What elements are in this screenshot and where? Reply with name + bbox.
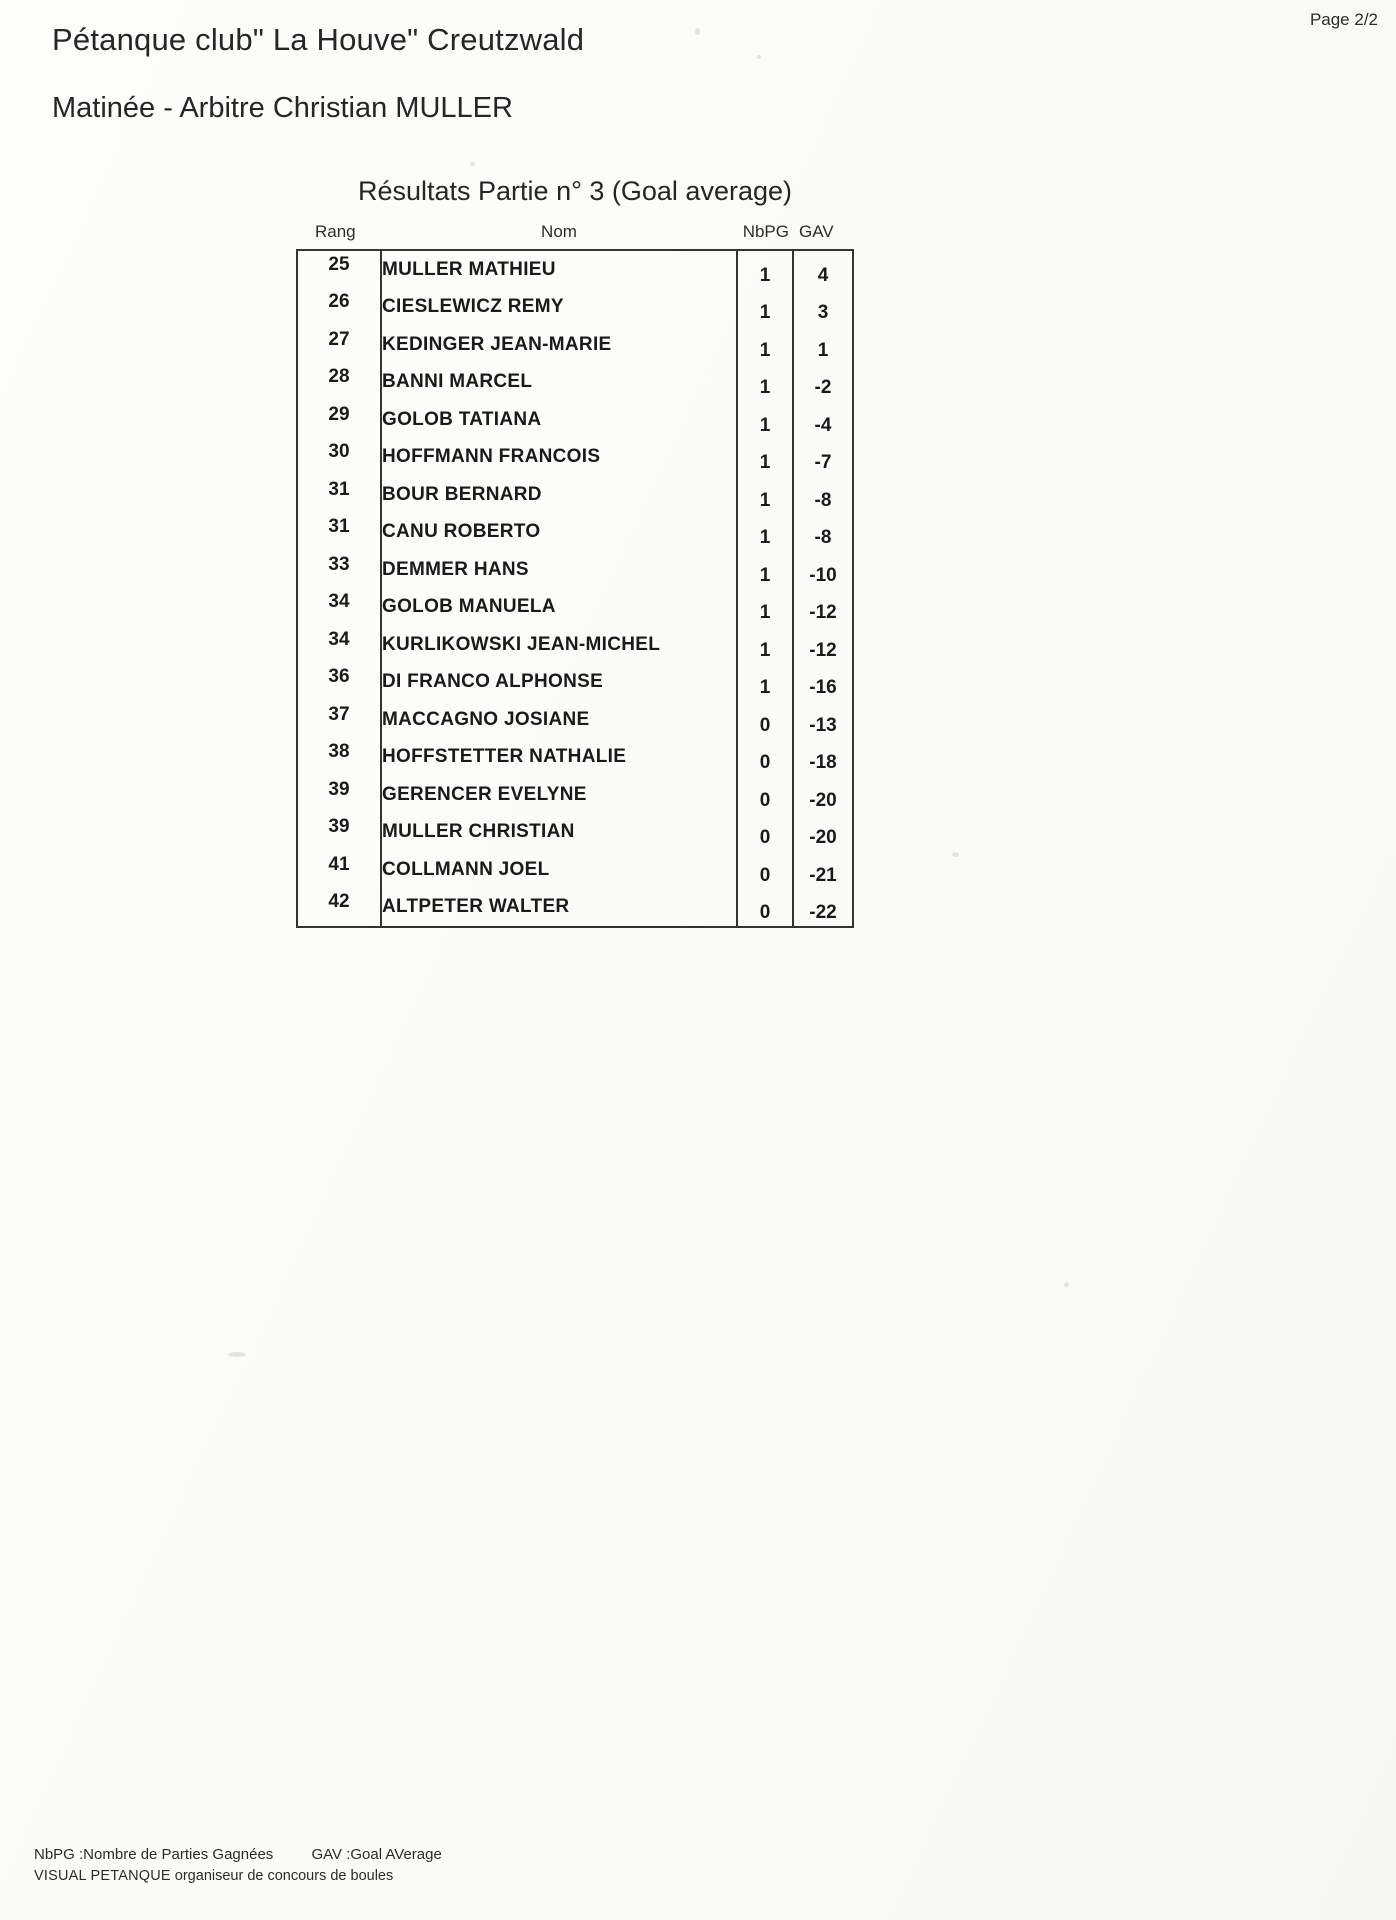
- cell-nom-value: MACCAGNO JOSIANE: [382, 708, 590, 730]
- cell-gav-value: -20: [809, 789, 837, 811]
- cell-nom: [381, 889, 737, 928]
- cell-rang: [297, 401, 381, 439]
- cell-rang-value: 26: [328, 291, 350, 313]
- results-table-container: [296, 222, 852, 928]
- cell-gav: [793, 250, 853, 289]
- cell-nom-value: CIESLEWICZ REMY: [382, 296, 564, 318]
- cell-nom: [381, 776, 737, 814]
- cell-nbpg-value: 1: [759, 602, 771, 624]
- cell-gav-value: -4: [814, 414, 832, 436]
- cell-rang: [297, 889, 381, 928]
- cell-gav: [793, 664, 853, 702]
- cell-gav-value: -13: [809, 714, 837, 736]
- scan-speck: [228, 1352, 246, 1357]
- scan-speck: [952, 852, 959, 857]
- cell-nom-value: HOFFSTETTER NATHALIE: [382, 746, 627, 768]
- cell-nbpg: [737, 889, 793, 928]
- cell-nom: [381, 589, 737, 627]
- cell-rang-value: 31: [328, 478, 350, 500]
- column-header-nbpg: NbPG: [742, 222, 789, 241]
- cell-gav: [793, 364, 853, 402]
- cell-rang-value: 41: [328, 853, 350, 875]
- table-row: [297, 401, 853, 439]
- cell-nom: [381, 401, 737, 439]
- cell-gav: [793, 476, 853, 514]
- cell-gav: [793, 401, 853, 439]
- cell-nom: [381, 364, 737, 402]
- cell-gav-value: -7: [814, 452, 832, 474]
- cell-nbpg-value: 0: [759, 789, 771, 811]
- table-row: [297, 589, 853, 627]
- cell-nbpg: [737, 476, 793, 514]
- cell-nom-value: KEDINGER JEAN-MARIE: [382, 333, 612, 355]
- cell-nom: [381, 289, 737, 327]
- cell-nom-value: MULLER MATHIEU: [382, 258, 556, 280]
- cell-nbpg-value: 1: [759, 639, 771, 661]
- cell-gav-value: -21: [809, 864, 837, 886]
- cell-nom-value: GOLOB TATIANA: [382, 408, 542, 430]
- cell-nbpg: [737, 364, 793, 402]
- cell-gav-value: -20: [809, 827, 837, 849]
- cell-rang-value: 30: [328, 441, 350, 463]
- cell-gav: [793, 439, 853, 477]
- cell-rang: [297, 289, 381, 327]
- cell-rang: [297, 250, 381, 289]
- cell-rang-value: 34: [328, 628, 350, 650]
- brand-name: VISUAL PETANQUE: [34, 1868, 171, 1885]
- cell-rang: [297, 626, 381, 664]
- cell-nbpg: [737, 776, 793, 814]
- cell-nom: [381, 739, 737, 777]
- cell-nom-value: KURLIKOWSKI JEAN-MICHEL: [382, 633, 661, 655]
- cell-nom: [381, 439, 737, 477]
- cell-nbpg-value: 1: [759, 414, 771, 436]
- cell-rang: [297, 551, 381, 589]
- cell-nom: [381, 814, 737, 852]
- cell-rang: [297, 776, 381, 814]
- cell-nom-value: DI FRANCO ALPHONSE: [382, 671, 604, 693]
- cell-nom-value: CANU ROBERTO: [382, 521, 541, 543]
- cell-nom: [381, 664, 737, 702]
- cell-nbpg: [737, 626, 793, 664]
- cell-rang-value: 27: [328, 328, 350, 350]
- cell-rang-value: 28: [328, 366, 350, 388]
- scan-speck: [757, 55, 761, 59]
- cell-nom: [381, 851, 737, 889]
- cell-nom-value: MULLER CHRISTIAN: [382, 821, 575, 843]
- brand-tagline: organiseur de concours de boules: [170, 1868, 394, 1885]
- cell-rang: [297, 326, 381, 364]
- column-header-nom: Nom: [541, 222, 577, 241]
- cell-nbpg: [737, 701, 793, 739]
- cell-gav: [793, 739, 853, 777]
- cell-gav-value: -18: [809, 752, 837, 774]
- cell-gav-value: 3: [817, 302, 829, 324]
- cell-nbpg-value: 0: [759, 714, 771, 736]
- cell-gav: [793, 626, 853, 664]
- cell-nbpg-value: 0: [759, 902, 771, 924]
- cell-gav: [793, 701, 853, 739]
- cell-nbpg-value: 1: [759, 452, 771, 474]
- table-row: [297, 250, 853, 289]
- club-title: Pétanque club" La Houve" Creutzwald: [52, 22, 585, 57]
- cell-nom: [381, 626, 737, 664]
- cell-rang-value: 33: [328, 553, 350, 575]
- cell-nbpg: [737, 326, 793, 364]
- cell-nbpg-value: 0: [759, 864, 771, 886]
- cell-nom-value: DEMMER HANS: [382, 558, 529, 580]
- cell-nom-value: HOFFMANN FRANCOIS: [382, 446, 601, 468]
- cell-rang-value: 42: [328, 891, 350, 913]
- cell-rang-value: 29: [328, 403, 350, 425]
- cell-rang-value: 37: [328, 703, 350, 725]
- cell-gav-value: -12: [809, 639, 837, 661]
- cell-nbpg: [737, 439, 793, 477]
- cell-nom-value: ALTPETER WALTER: [382, 896, 570, 918]
- cell-nom-value: BOUR BERNARD: [382, 483, 542, 505]
- cell-rang-value: 34: [328, 591, 350, 613]
- table-row: [297, 514, 853, 552]
- cell-nbpg: [737, 401, 793, 439]
- table-row: [297, 364, 853, 402]
- cell-nbpg: [737, 250, 793, 289]
- results-table: [296, 222, 854, 928]
- cell-gav: [793, 514, 853, 552]
- cell-gav: [793, 289, 853, 327]
- cell-nbpg: [737, 514, 793, 552]
- cell-gav-value: -12: [809, 602, 837, 624]
- cell-gav-value: 1: [817, 339, 829, 361]
- cell-nbpg: [737, 551, 793, 589]
- table-row: [297, 776, 853, 814]
- cell-nom: [381, 250, 737, 289]
- cell-gav: [793, 589, 853, 627]
- cell-nom-value: BANNI MARCEL: [382, 371, 533, 393]
- cell-gav: [793, 551, 853, 589]
- cell-rang: [297, 364, 381, 402]
- legend-nbpg: NbPG :Nombre de Parties Gagnées: [34, 1845, 274, 1863]
- cell-rang: [297, 814, 381, 852]
- table-header-row: [297, 222, 853, 250]
- cell-rang: [297, 664, 381, 702]
- scan-speck: [695, 28, 700, 35]
- cell-nom: [381, 476, 737, 514]
- cell-gav-value: -16: [809, 677, 837, 699]
- cell-rang: [297, 739, 381, 777]
- cell-rang: [297, 514, 381, 552]
- cell-gav: [793, 776, 853, 814]
- cell-rang: [297, 439, 381, 477]
- table-row: [297, 326, 853, 364]
- table-row: [297, 889, 853, 928]
- cell-rang-value: 25: [328, 253, 350, 275]
- cell-nbpg: [737, 289, 793, 327]
- cell-rang: [297, 476, 381, 514]
- results-table-body: [297, 250, 853, 927]
- cell-rang-value: 36: [328, 666, 350, 688]
- table-row: [297, 664, 853, 702]
- cell-rang: [297, 851, 381, 889]
- cell-nbpg: [737, 664, 793, 702]
- cell-nbpg-value: 0: [759, 752, 771, 774]
- cell-nbpg-value: 1: [759, 339, 771, 361]
- cell-gav: [793, 851, 853, 889]
- cell-rang: [297, 589, 381, 627]
- cell-gav-value: -10: [809, 564, 837, 586]
- cell-nbpg-value: 1: [759, 489, 771, 511]
- cell-nom: [381, 326, 737, 364]
- cell-gav: [793, 814, 853, 852]
- table-row: [297, 289, 853, 327]
- cell-nbpg: [737, 851, 793, 889]
- cell-nom: [381, 551, 737, 589]
- cell-nbpg-value: 1: [759, 377, 771, 399]
- cell-gav-value: -8: [814, 489, 832, 511]
- cell-nbpg-value: 0: [759, 827, 771, 849]
- cell-nom-value: GERENCER EVELYNE: [382, 783, 587, 805]
- cell-rang-value: 39: [328, 778, 350, 800]
- cell-nom-value: GOLOB MANUELA: [382, 596, 556, 618]
- table-row: [297, 814, 853, 852]
- cell-gav: [793, 326, 853, 364]
- table-row: [297, 701, 853, 739]
- cell-nom-value: COLLMANN JOEL: [382, 858, 550, 880]
- document-footer: [34, 1844, 442, 1888]
- cell-nbpg-value: 1: [759, 677, 771, 699]
- cell-gav-value: -2: [814, 377, 832, 399]
- cell-rang-value: 31: [328, 516, 350, 538]
- page-number: Page 2/2: [1309, 10, 1378, 29]
- cell-nbpg-value: 1: [759, 564, 771, 586]
- cell-nbpg: [737, 739, 793, 777]
- cell-rang-value: 39: [328, 816, 350, 838]
- table-row: [297, 439, 853, 477]
- cell-nbpg: [737, 814, 793, 852]
- column-header-gav: GAV: [799, 222, 834, 241]
- cell-gav-value: 4: [817, 264, 829, 286]
- table-row: [297, 626, 853, 664]
- cell-nom: [381, 514, 737, 552]
- results-title: Résultats Partie n° 3 (Goal average): [357, 176, 792, 206]
- table-row: [297, 476, 853, 514]
- legend-gav: GAV :Goal AVerage: [311, 1845, 442, 1863]
- cell-nbpg-value: 1: [759, 264, 771, 286]
- session-subtitle: Matinée - Arbitre Christian MULLER: [52, 92, 513, 124]
- table-row: [297, 551, 853, 589]
- scan-speck: [470, 162, 475, 166]
- cell-gav-value: -8: [814, 527, 832, 549]
- cell-rang-value: 38: [328, 741, 350, 763]
- cell-nom: [381, 701, 737, 739]
- table-row: [297, 851, 853, 889]
- column-header-rang: Rang: [315, 222, 356, 241]
- scan-speck: [1064, 1282, 1069, 1287]
- cell-nbpg: [737, 589, 793, 627]
- table-row: [297, 739, 853, 777]
- cell-nbpg-value: 1: [759, 302, 771, 324]
- cell-nbpg-value: 1: [759, 527, 771, 549]
- cell-rang: [297, 701, 381, 739]
- cell-gav: [793, 889, 853, 928]
- cell-gav-value: -22: [809, 902, 837, 924]
